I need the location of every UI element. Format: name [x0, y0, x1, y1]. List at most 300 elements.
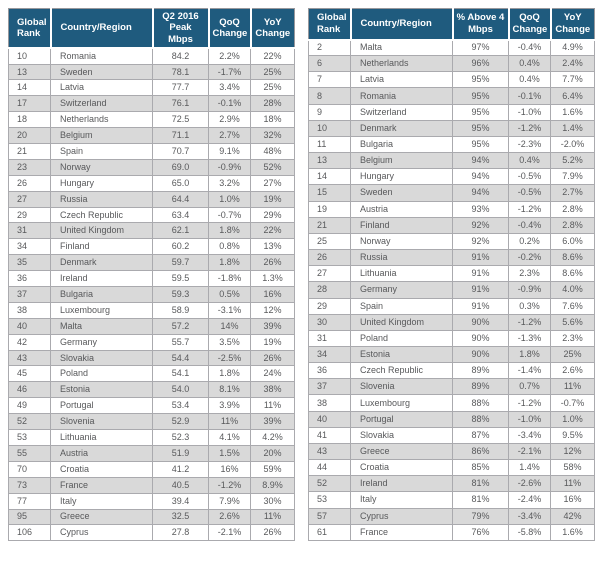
cell-country-region: Bulgaria	[51, 287, 153, 303]
cell-peak-mbps: 32.5	[153, 509, 209, 525]
table-row	[9, 271, 295, 287]
cell-peak-mbps: 69.0	[153, 159, 209, 175]
cell-global-rank: 43	[309, 443, 351, 459]
cell-country-region: Lithuania	[51, 430, 153, 446]
cell-global-rank: 15	[309, 185, 351, 201]
table-row	[309, 169, 595, 185]
cell-global-rank: 28	[309, 282, 351, 298]
cell-global-rank: 70	[9, 461, 51, 477]
cell-qoq-change: 0.4%	[509, 72, 551, 88]
cell-pct-above-4mbps: 90%	[453, 314, 509, 330]
table-row	[309, 395, 595, 411]
cell-country-region: Finland	[51, 239, 153, 255]
cell-country-region: Denmark	[51, 255, 153, 271]
table-row	[309, 136, 595, 152]
cell-pct-above-4mbps: 94%	[453, 169, 509, 185]
cell-yoy-change: 8.9%	[251, 477, 295, 493]
table-row	[9, 398, 295, 414]
table-row	[309, 104, 595, 120]
table-row	[309, 56, 595, 72]
cell-country-region: Croatia	[51, 461, 153, 477]
cell-yoy-change: 22%	[251, 223, 295, 239]
table-row	[9, 191, 295, 207]
cell-peak-mbps: 59.7	[153, 255, 209, 271]
cell-country-region: Germany	[51, 334, 153, 350]
cell-global-rank: 40	[309, 411, 351, 427]
cell-pct-above-4mbps: 95%	[453, 136, 509, 152]
cell-yoy-change: 26%	[251, 525, 295, 541]
cell-qoq-change: -2.4%	[509, 492, 551, 508]
cell-qoq-change: 0.5%	[209, 287, 251, 303]
cell-country-region: Romania	[351, 88, 453, 104]
cell-global-rank: 27	[309, 266, 351, 282]
cell-pct-above-4mbps: 87%	[453, 427, 509, 443]
cell-country-region: Belgium	[351, 153, 453, 169]
cell-qoq-change: 0.7%	[509, 379, 551, 395]
cell-yoy-change: 6.4%	[551, 88, 595, 104]
cell-global-rank: 55	[9, 445, 51, 461]
cell-country-region: Russia	[351, 250, 453, 266]
cell-qoq-change: 1.8%	[209, 366, 251, 382]
cell-yoy-change: 7.9%	[551, 169, 595, 185]
cell-country-region: Portugal	[51, 398, 153, 414]
cell-country-region: Hungary	[51, 175, 153, 191]
cell-country-region: Poland	[51, 366, 153, 382]
cell-qoq-change: 1.4%	[509, 460, 551, 476]
cell-global-rank: 40	[9, 318, 51, 334]
cell-country-region: Russia	[51, 191, 153, 207]
table-row	[9, 144, 295, 160]
cell-yoy-change: -2.0%	[551, 136, 595, 152]
cell-global-rank: 53	[309, 492, 351, 508]
cell-qoq-change: -0.1%	[209, 96, 251, 112]
table-row	[9, 175, 295, 191]
cell-country-region: Sweden	[351, 185, 453, 201]
cell-qoq-change: -1.0%	[509, 104, 551, 120]
cell-qoq-change: 0.4%	[509, 153, 551, 169]
table-row	[9, 159, 295, 175]
cell-global-rank: 53	[9, 430, 51, 446]
cell-country-region: Spain	[351, 298, 453, 314]
cell-yoy-change: 11%	[251, 509, 295, 525]
cell-qoq-change: 2.6%	[209, 509, 251, 525]
cell-qoq-change: -1.2%	[509, 201, 551, 217]
table-row	[9, 525, 295, 541]
cell-peak-mbps: 58.9	[153, 302, 209, 318]
cell-pct-above-4mbps: 76%	[453, 524, 509, 541]
cell-global-rank: 26	[9, 175, 51, 191]
cell-qoq-change: 3.2%	[209, 175, 251, 191]
cell-country-region: Estonia	[351, 346, 453, 362]
cell-yoy-change: 20%	[251, 445, 295, 461]
cell-global-rank: 44	[309, 460, 351, 476]
cell-qoq-change: -0.9%	[209, 159, 251, 175]
cell-yoy-change: 7.6%	[551, 298, 595, 314]
table-row	[309, 185, 595, 201]
cell-country-region: Lithuania	[351, 266, 453, 282]
column-header-yoy-change: YoY Change	[251, 9, 295, 49]
cell-qoq-change: -0.4%	[509, 40, 551, 56]
cell-pct-above-4mbps: 86%	[453, 443, 509, 459]
cell-peak-mbps: 72.5	[153, 112, 209, 128]
cell-global-rank: 42	[9, 334, 51, 350]
cell-global-rank: 30	[309, 314, 351, 330]
cell-qoq-change: 1.5%	[209, 445, 251, 461]
cell-global-rank: 13	[9, 64, 51, 80]
cell-global-rank: 13	[309, 153, 351, 169]
cell-country-region: Italy	[51, 493, 153, 509]
cell-yoy-change: 30%	[251, 493, 295, 509]
cell-country-region: Malta	[51, 318, 153, 334]
cell-peak-mbps: 64.4	[153, 191, 209, 207]
cell-qoq-change: 2.9%	[209, 112, 251, 128]
cell-global-rank: 38	[309, 395, 351, 411]
cell-qoq-change: -2.6%	[509, 476, 551, 492]
cell-yoy-change: 19%	[251, 334, 295, 350]
cell-yoy-change: 1.4%	[551, 120, 595, 136]
table-row	[9, 382, 295, 398]
cell-pct-above-4mbps: 81%	[453, 492, 509, 508]
table-row	[309, 443, 595, 459]
cell-qoq-change: 3.4%	[209, 80, 251, 96]
cell-peak-mbps: 84.2	[153, 48, 209, 64]
cell-qoq-change: -1.2%	[509, 395, 551, 411]
cell-yoy-change: 58%	[551, 460, 595, 476]
table-row	[309, 217, 595, 233]
cell-global-rank: 14	[309, 169, 351, 185]
cell-qoq-change: 1.8%	[209, 223, 251, 239]
table-row	[309, 201, 595, 217]
table-row	[309, 346, 595, 362]
table-row	[309, 88, 595, 104]
cell-qoq-change: 2.2%	[209, 48, 251, 64]
cell-pct-above-4mbps: 85%	[453, 460, 509, 476]
cell-qoq-change: 4.1%	[209, 430, 251, 446]
column-header-global-rank: Global Rank	[309, 9, 351, 40]
cell-global-rank: 21	[309, 217, 351, 233]
cell-qoq-change: 1.8%	[509, 346, 551, 362]
cell-global-rank: 8	[309, 88, 351, 104]
cell-yoy-change: 5.2%	[551, 153, 595, 169]
cell-pct-above-4mbps: 91%	[453, 266, 509, 282]
cell-yoy-change: 25%	[251, 80, 295, 96]
table-row	[309, 330, 595, 346]
cell-peak-mbps: 62.1	[153, 223, 209, 239]
table-row	[9, 223, 295, 239]
cell-qoq-change: -1.2%	[509, 120, 551, 136]
cell-country-region: Belgium	[51, 128, 153, 144]
column-header-global-rank: Global Rank	[9, 9, 51, 49]
table-row	[9, 445, 295, 461]
cell-qoq-change: -2.1%	[509, 443, 551, 459]
table-row	[309, 233, 595, 249]
cell-country-region: Ireland	[51, 271, 153, 287]
cell-global-rank: 37	[309, 379, 351, 395]
cell-yoy-change: 38%	[251, 382, 295, 398]
cell-peak-mbps: 51.9	[153, 445, 209, 461]
cell-yoy-change: 16%	[551, 492, 595, 508]
cell-global-rank: 34	[9, 239, 51, 255]
table-row	[9, 509, 295, 525]
cell-yoy-change: 26%	[251, 350, 295, 366]
cell-qoq-change: -1.0%	[509, 411, 551, 427]
cell-peak-mbps: 39.4	[153, 493, 209, 509]
column-header-country-region: Country/Region	[351, 9, 453, 40]
cell-global-rank: 10	[309, 120, 351, 136]
cell-yoy-change: 42%	[551, 508, 595, 524]
cell-yoy-change: 11%	[551, 476, 595, 492]
cell-country-region: Netherlands	[51, 112, 153, 128]
cell-global-rank: 38	[9, 302, 51, 318]
cell-country-region: Croatia	[351, 460, 453, 476]
cell-country-region: Italy	[351, 492, 453, 508]
cell-global-rank: 34	[309, 346, 351, 362]
cell-global-rank: 52	[309, 476, 351, 492]
column-header-country-region: Country/Region	[51, 9, 153, 49]
table-row	[9, 239, 295, 255]
cell-peak-mbps: 53.4	[153, 398, 209, 414]
cell-peak-mbps: 59.3	[153, 287, 209, 303]
cell-global-rank: 57	[309, 508, 351, 524]
cell-yoy-change: 1.3%	[251, 271, 295, 287]
cell-yoy-change: 19%	[251, 191, 295, 207]
cell-country-region: Norway	[351, 233, 453, 249]
cell-pct-above-4mbps: 91%	[453, 250, 509, 266]
table-row	[309, 120, 595, 136]
table-row	[309, 476, 595, 492]
cell-pct-above-4mbps: 89%	[453, 363, 509, 379]
cell-peak-mbps: 52.9	[153, 414, 209, 430]
cell-peak-mbps: 76.1	[153, 96, 209, 112]
cell-yoy-change: 29%	[251, 207, 295, 223]
cell-country-region: Germany	[351, 282, 453, 298]
cell-peak-mbps: 71.1	[153, 128, 209, 144]
cell-country-region: France	[351, 524, 453, 541]
cell-pct-above-4mbps: 95%	[453, 72, 509, 88]
cell-qoq-change: -0.5%	[509, 169, 551, 185]
cell-peak-mbps: 40.5	[153, 477, 209, 493]
cell-pct-above-4mbps: 81%	[453, 476, 509, 492]
table-row	[9, 334, 295, 350]
cell-qoq-change: 7.9%	[209, 493, 251, 509]
cell-pct-above-4mbps: 95%	[453, 104, 509, 120]
table-row	[309, 153, 595, 169]
cell-qoq-change: -1.4%	[509, 363, 551, 379]
cell-country-region: Bulgaria	[351, 136, 453, 152]
cell-yoy-change: 39%	[251, 414, 295, 430]
cell-qoq-change: -5.8%	[509, 524, 551, 541]
cell-yoy-change: 59%	[251, 461, 295, 477]
cell-peak-mbps: 77.7	[153, 80, 209, 96]
cell-qoq-change: 0.3%	[509, 298, 551, 314]
cell-pct-above-4mbps: 90%	[453, 346, 509, 362]
table-row	[9, 318, 295, 334]
cell-global-rank: 9	[309, 104, 351, 120]
cell-qoq-change: -1.3%	[509, 330, 551, 346]
cell-qoq-change: -0.5%	[509, 185, 551, 201]
cell-country-region: Slovakia	[351, 427, 453, 443]
cell-country-region: Greece	[51, 509, 153, 525]
cell-peak-mbps: 78.1	[153, 64, 209, 80]
cell-global-rank: 31	[9, 223, 51, 239]
cell-global-rank: 61	[309, 524, 351, 541]
cell-qoq-change: 2.7%	[209, 128, 251, 144]
table-row	[309, 250, 595, 266]
cell-qoq-change: -2.3%	[509, 136, 551, 152]
cell-yoy-change: 28%	[251, 96, 295, 112]
table-row	[309, 363, 595, 379]
cell-peak-mbps: 41.2	[153, 461, 209, 477]
table-row	[309, 379, 595, 395]
column-header-yoy-change: YoY Change	[551, 9, 595, 40]
cell-global-rank: 21	[9, 144, 51, 160]
cell-global-rank: 95	[9, 509, 51, 525]
cell-qoq-change: 0.2%	[509, 233, 551, 249]
cell-global-rank: 18	[9, 112, 51, 128]
cell-yoy-change: 26%	[251, 255, 295, 271]
cell-global-rank: 29	[9, 207, 51, 223]
cell-yoy-change: 2.7%	[551, 185, 595, 201]
cell-country-region: Malta	[351, 40, 453, 56]
cell-pct-above-4mbps: 88%	[453, 395, 509, 411]
cell-country-region: Slovenia	[351, 379, 453, 395]
cell-global-rank: 41	[309, 427, 351, 443]
table-row	[9, 128, 295, 144]
table-row	[309, 314, 595, 330]
cell-qoq-change: 11%	[209, 414, 251, 430]
cell-country-region: Switzerland	[51, 96, 153, 112]
cell-yoy-change: 8.6%	[551, 266, 595, 282]
cell-qoq-change: 3.5%	[209, 334, 251, 350]
cell-yoy-change: -0.7%	[551, 395, 595, 411]
cell-peak-mbps: 63.4	[153, 207, 209, 223]
cell-pct-above-4mbps: 93%	[453, 201, 509, 217]
cell-yoy-change: 12%	[251, 302, 295, 318]
cell-yoy-change: 2.6%	[551, 363, 595, 379]
table-row	[309, 266, 595, 282]
cell-qoq-change: -2.1%	[209, 525, 251, 541]
cell-yoy-change: 1.6%	[551, 524, 595, 541]
table-row	[9, 350, 295, 366]
cell-yoy-change: 4.9%	[551, 40, 595, 56]
cell-qoq-change: -1.2%	[209, 477, 251, 493]
table-row	[9, 207, 295, 223]
cell-qoq-change: -0.1%	[509, 88, 551, 104]
cell-global-rank: 49	[9, 398, 51, 414]
cell-country-region: Finland	[351, 217, 453, 233]
cell-global-rank: 106	[9, 525, 51, 541]
cell-qoq-change: 1.0%	[209, 191, 251, 207]
cell-global-rank: 27	[9, 191, 51, 207]
cell-qoq-change: -0.9%	[509, 282, 551, 298]
cell-country-region: Switzerland	[351, 104, 453, 120]
cell-qoq-change: -0.4%	[509, 217, 551, 233]
cell-global-rank: 46	[9, 382, 51, 398]
cell-yoy-change: 25%	[551, 346, 595, 362]
table-row	[9, 414, 295, 430]
table-row	[9, 255, 295, 271]
table-row	[309, 492, 595, 508]
cell-country-region: Czech Republic	[351, 363, 453, 379]
cell-yoy-change: 52%	[251, 159, 295, 175]
cell-peak-mbps: 65.0	[153, 175, 209, 191]
table-row	[9, 287, 295, 303]
cell-qoq-change: -2.5%	[209, 350, 251, 366]
cell-qoq-change: -3.4%	[509, 427, 551, 443]
cell-country-region: Slovenia	[51, 414, 153, 430]
column-header-qoq-change: QoQ Change	[209, 9, 251, 49]
cell-pct-above-4mbps: 96%	[453, 56, 509, 72]
cell-global-rank: 36	[9, 271, 51, 287]
cell-global-rank: 23	[9, 159, 51, 175]
cell-peak-mbps: 52.3	[153, 430, 209, 446]
cell-global-rank: 43	[9, 350, 51, 366]
table-row	[309, 524, 595, 541]
table-row	[9, 80, 295, 96]
cell-global-rank: 19	[309, 201, 351, 217]
cell-peak-mbps: 54.0	[153, 382, 209, 398]
column-header-peak-mbps: Q2 2016 Peak Mbps	[153, 9, 209, 49]
header-row	[309, 9, 595, 40]
cell-global-rank: 7	[309, 72, 351, 88]
cell-pct-above-4mbps: 97%	[453, 40, 509, 56]
peak-mbps-table	[8, 8, 295, 541]
cell-peak-mbps: 54.4	[153, 350, 209, 366]
cell-global-rank: 45	[9, 366, 51, 382]
cell-peak-mbps: 27.8	[153, 525, 209, 541]
table-row	[309, 298, 595, 314]
cell-country-region: Austria	[351, 201, 453, 217]
cell-yoy-change: 11%	[251, 398, 295, 414]
cell-peak-mbps: 57.2	[153, 318, 209, 334]
cell-global-rank: 2	[309, 40, 351, 56]
cell-yoy-change: 2.3%	[551, 330, 595, 346]
cell-pct-above-4mbps: 89%	[453, 379, 509, 395]
cell-yoy-change: 9.5%	[551, 427, 595, 443]
cell-yoy-change: 5.6%	[551, 314, 595, 330]
cell-yoy-change: 27%	[251, 175, 295, 191]
cell-global-rank: 20	[9, 128, 51, 144]
cell-country-region: Luxembourg	[351, 395, 453, 411]
cell-qoq-change: -3.4%	[509, 508, 551, 524]
cell-pct-above-4mbps: 79%	[453, 508, 509, 524]
cell-yoy-change: 2.4%	[551, 56, 595, 72]
table-row	[9, 302, 295, 318]
cell-peak-mbps: 60.2	[153, 239, 209, 255]
cell-country-region: Austria	[51, 445, 153, 461]
cell-qoq-change: 1.8%	[209, 255, 251, 271]
cell-country-region: Poland	[351, 330, 453, 346]
cell-yoy-change: 18%	[251, 112, 295, 128]
cell-global-rank: 77	[9, 493, 51, 509]
cell-yoy-change: 48%	[251, 144, 295, 160]
cell-yoy-change: 7.7%	[551, 72, 595, 88]
cell-yoy-change: 4.2%	[251, 430, 295, 446]
cell-qoq-change: 14%	[209, 318, 251, 334]
cell-qoq-change: 0.8%	[209, 239, 251, 255]
cell-qoq-change: -3.1%	[209, 302, 251, 318]
cell-global-rank: 31	[309, 330, 351, 346]
cell-peak-mbps: 70.7	[153, 144, 209, 160]
table-row	[9, 493, 295, 509]
cell-qoq-change: 9.1%	[209, 144, 251, 160]
cell-country-region: Netherlands	[351, 56, 453, 72]
table-row	[9, 48, 295, 64]
cell-country-region: Luxembourg	[51, 302, 153, 318]
cell-pct-above-4mbps: 91%	[453, 298, 509, 314]
table-row	[9, 112, 295, 128]
cell-pct-above-4mbps: 92%	[453, 217, 509, 233]
